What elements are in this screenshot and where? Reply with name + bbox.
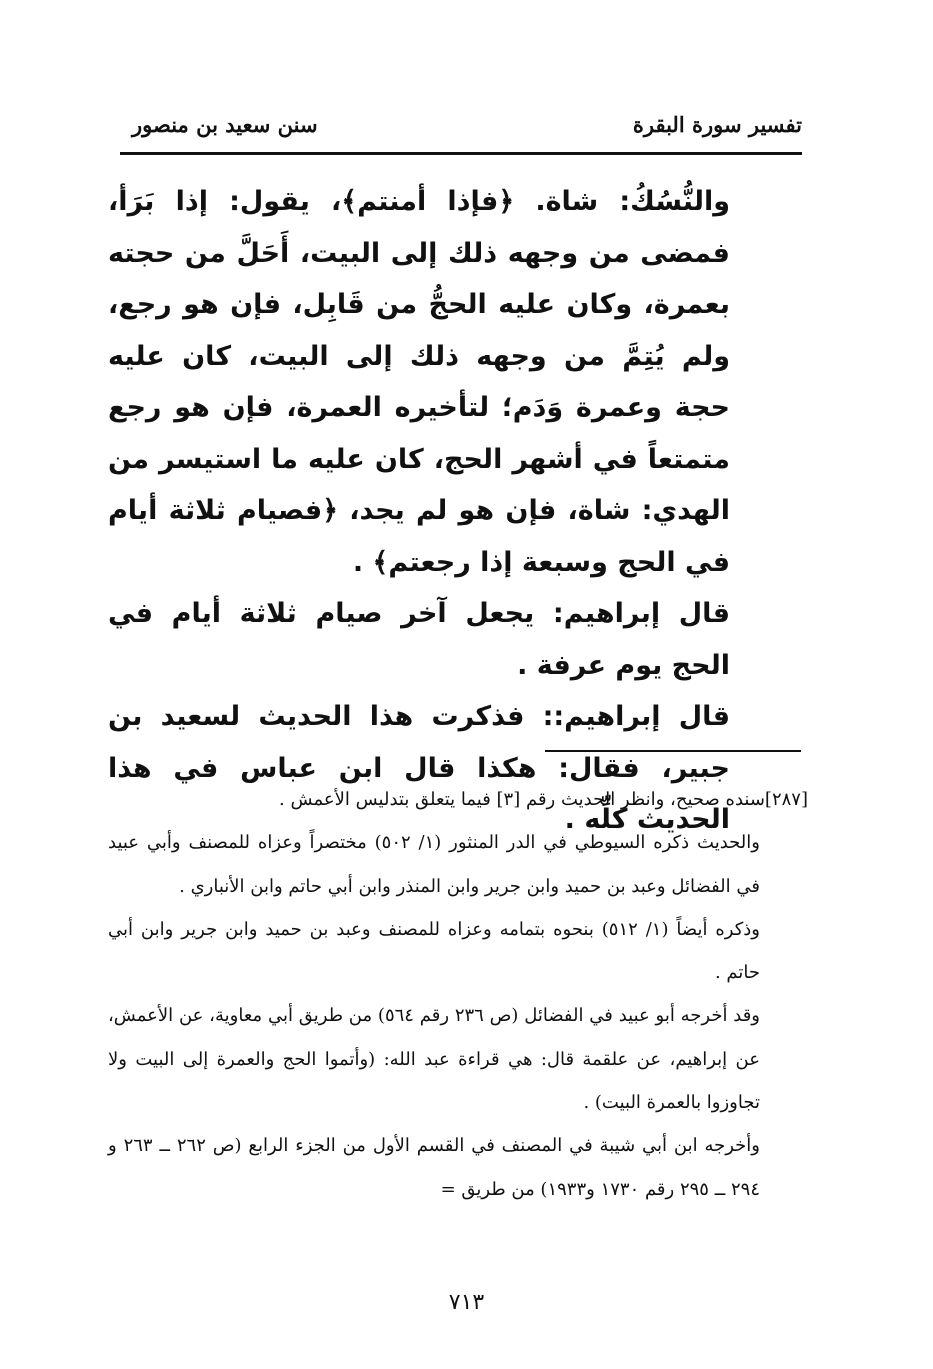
footnotes-section: [108, 778, 808, 1211]
footnote-divider: [545, 750, 801, 752]
page-number: ٧١٣: [448, 1290, 485, 1315]
footnote-paragraph: [٢٨٧]سنده صحيح، وانظر الحديث رقم [٣] فيما يتعلق بتدليس الأعمش .: [279, 789, 808, 810]
running-header: [120, 112, 802, 146]
footnote-paragraph: وقد أخرجه أبو عبيد في الفضائل (ص ٢٣٦ رقم ٥٦٤) من طريق أبي معاوية، عن الأعمش، عن إبراهيم، عن علقمة قال: هي قراءة عبد الله: (وأتموا الحج والعمرة إلى البيت ولا تجاوزوا بالعمرة البيت) .: [108, 1005, 760, 1114]
main-paragraph: قال إبراهيم:: فذكرت هذا الحديث لسعيد بن جبير، فقال: هكذا قال ابن عباس في هذا الحديث كلِّه .: [108, 701, 730, 835]
main-text-body: [108, 176, 730, 846]
header-divider: [120, 152, 802, 155]
footnote-paragraph: وأخرجه ابن أبي شيبة في المصنف في القسم الأول من الجزء الرابع (ص ٢٦٢ ــ ٢٦٣ و ٢٩٤ ــ ٢٩٥ رقم ١٧٣٠ و١٩٣٣) من طريق =: [108, 1135, 760, 1200]
main-paragraph: والنُّسُكُ: شاة. ﴿فإذا أمنتم﴾، يقول: إذا بَرَأ، فمضى من وجهه ذلك إلى البيت، أَحَلَّ من حجته بعمرة، وكان عليه الحجُّ من قَابِل، فإن هو رجع، ولم يُتِمَّ من وجهه ذلك إلى البيت، كان عليه حجة وعمرة وَدَم؛ لتأخيره العمرة، فإن هو رجع متمتعاً في أشهر الحج، كان عليه ما استيسر من الهدي: شاة، فإن هو لم يجد، ﴿فصيام ثلاثة أيام في الحج وسبعة إذا رجعتم﴾ .: [108, 186, 730, 578]
book-title: سنن سعيد بن منصور: [132, 112, 318, 137]
main-paragraph: قال إبراهيم: يجعل آخر صيام ثلاثة أيام في الحج يوم عرفة .: [108, 598, 730, 681]
surah-title: تفسير سورة البقرة: [632, 112, 802, 137]
footnote-paragraph: والحديث ذكره السيوطي في الدر المنثور (١/ ٥٠٢) مختصراً وعزاه للمصنف وأبي عبيد في الفضائل وعبد بن حميد وابن جرير وابن المنذر وابن أبي حاتم وابن الأنباري .: [108, 832, 760, 897]
footnote-paragraph: وذكره أيضاً (١/ ٥١٢) بنحوه بتمامه وعزاه للمصنف وعبد بن حميد وابن جرير وابن أبي حاتم .: [108, 918, 760, 984]
